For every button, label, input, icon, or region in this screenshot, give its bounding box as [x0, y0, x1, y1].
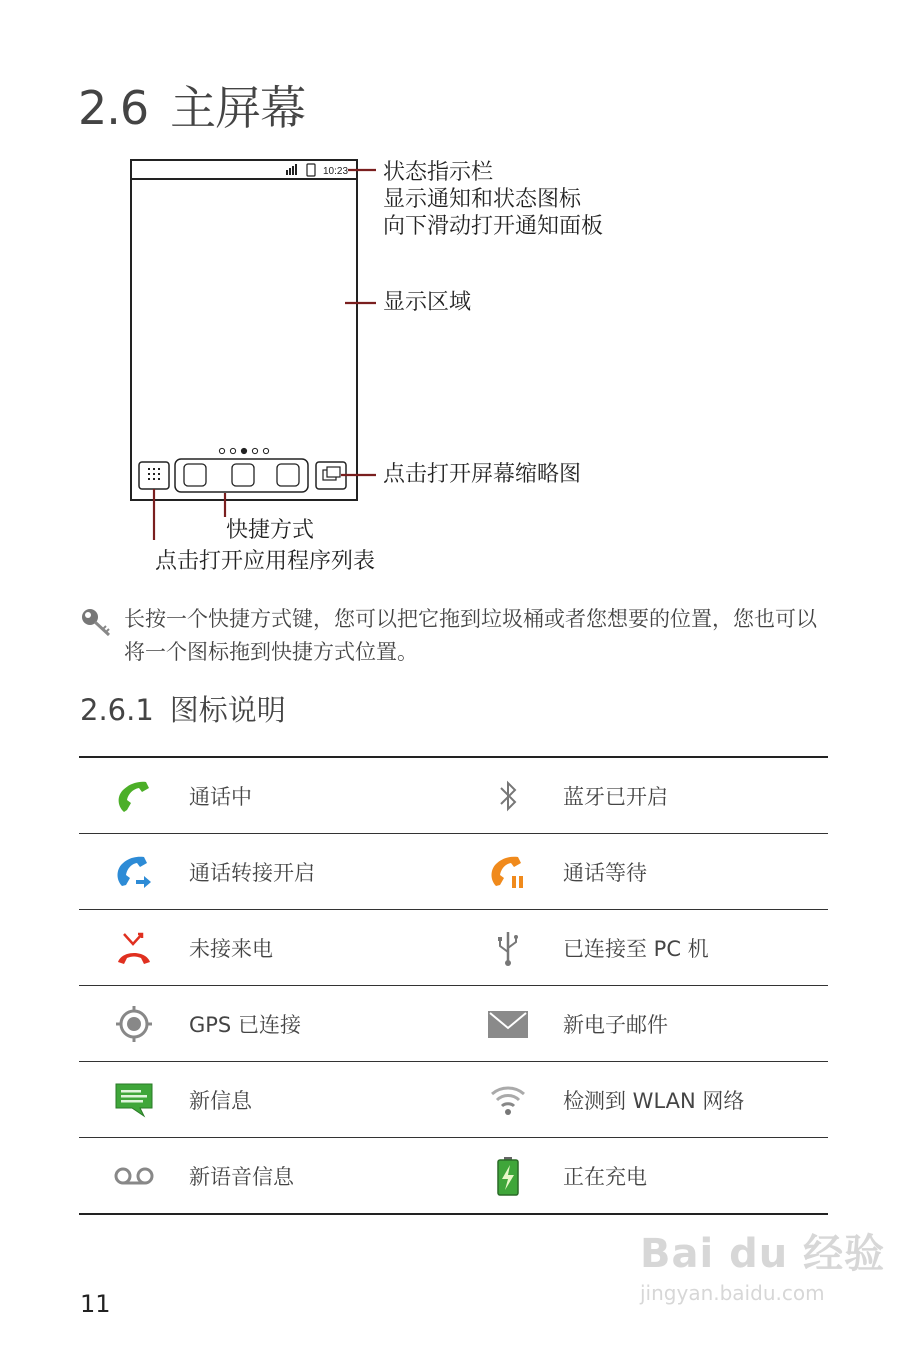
- app-list-callout: 点击打开应用程序列表: [155, 549, 376, 574]
- icon-label: 通话中: [189, 757, 453, 834]
- callout-line: 状态指示栏: [383, 160, 494, 185]
- icon-label: 未接来电: [189, 910, 453, 986]
- icon-label: 已连接至 PC 机: [563, 910, 828, 986]
- icon-label: 蓝牙已开启: [563, 757, 828, 834]
- call-on-hold-icon: [488, 852, 528, 892]
- icon-label: 检测到 WLAN 网络: [563, 1062, 828, 1138]
- icon-cell: [453, 986, 563, 1062]
- subsection-heading: [80, 688, 286, 729]
- icon-label: 正在充电: [563, 1138, 828, 1215]
- key-icon: [80, 607, 114, 639]
- message-icon: [114, 1080, 154, 1120]
- status-bar-callout: [383, 159, 603, 240]
- battery-charging-icon: [488, 1155, 528, 1197]
- bluetooth-icon: [488, 776, 528, 816]
- section-title: 主屏幕: [170, 81, 306, 135]
- table-row: [79, 1062, 828, 1138]
- page-number: 11: [80, 1290, 111, 1318]
- grid-icon: [148, 468, 160, 480]
- wifi-icon: [488, 1080, 528, 1120]
- table-row: [79, 1138, 828, 1215]
- home-screen-diagram: [120, 150, 390, 540]
- icon-label: 新电子邮件: [563, 986, 828, 1062]
- table-row: [79, 986, 828, 1062]
- icon-cell: [453, 1138, 563, 1215]
- icon-table: [79, 756, 828, 1215]
- section-heading: [78, 72, 305, 138]
- watermark: [640, 1222, 885, 1305]
- shortcuts-callout: 快捷方式: [226, 518, 315, 543]
- icon-cell: [79, 1062, 189, 1138]
- status-time: 10:23: [323, 166, 349, 177]
- callout-line: 向下滑动打开通知面板: [383, 214, 604, 239]
- subsection-number: 2.6.1: [80, 693, 154, 727]
- icon-cell: [453, 910, 563, 986]
- display-area-callout: 显示区域: [383, 290, 472, 315]
- callout-line: 显示通知和状态图标: [383, 187, 582, 212]
- icon-cell: [79, 910, 189, 986]
- watermark-url: jingyan.baidu.com: [640, 1281, 825, 1305]
- icon-label: 新信息: [189, 1062, 453, 1138]
- icon-label: 新语音信息: [189, 1138, 453, 1215]
- missed-call-icon: [114, 928, 154, 968]
- voicemail-icon: [112, 1156, 156, 1196]
- call-forwarding-icon: [114, 852, 154, 892]
- table-row: [79, 757, 828, 834]
- icon-label: 通话转接开启: [189, 834, 453, 910]
- table-row: [79, 910, 828, 986]
- table-row: [79, 834, 828, 910]
- icon-cell: [453, 834, 563, 910]
- icon-label: GPS 已连接: [189, 986, 453, 1062]
- thumbnail-callout: 点击打开屏幕缩略图: [383, 462, 582, 487]
- email-icon: [487, 1004, 529, 1044]
- icon-cell: [79, 1138, 189, 1215]
- usb-icon: [488, 928, 528, 968]
- subsection-title: 图标说明: [169, 693, 286, 727]
- app-drawer-button: [139, 462, 169, 489]
- icon-label: 通话等待: [563, 834, 828, 910]
- watermark-brand: Bai du 经验: [640, 1231, 886, 1277]
- icon-cell: [453, 757, 563, 834]
- icon-cell: [79, 986, 189, 1062]
- section-number: 2.6: [78, 81, 149, 135]
- gps-icon: [114, 1004, 154, 1044]
- icon-cell: [453, 1062, 563, 1138]
- icon-cell: [79, 834, 189, 910]
- tip-text: 长按一个快捷方式键，您可以把它拖到垃圾桶或者您想要的位置，您也可以将一个图标拖到快捷方式位置。: [124, 607, 817, 664]
- icon-cell: [79, 757, 189, 834]
- call-in-progress-icon: [114, 776, 154, 816]
